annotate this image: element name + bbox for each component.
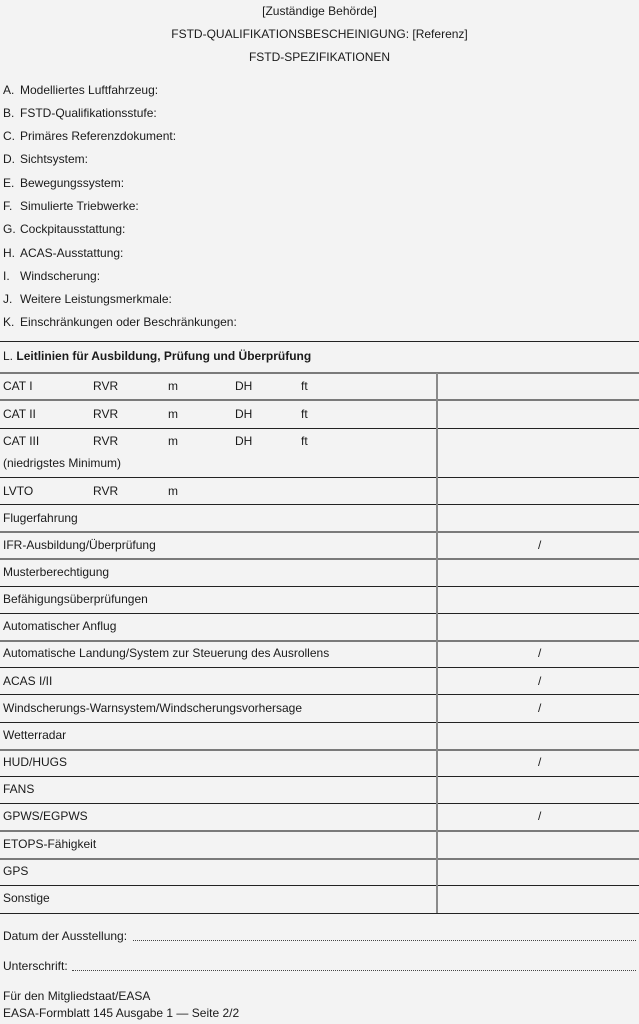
- training-value: /: [538, 809, 542, 823]
- signature-label: Unterschrift:: [3, 959, 68, 973]
- spec-label: FSTD-Qualifikationsstufe:: [20, 106, 157, 120]
- section-title-text: Leitlinien für Ausbildung, Prüfung und Überprüfung: [16, 349, 312, 363]
- spec-letter: A.: [3, 83, 15, 97]
- table-rule: [0, 913, 639, 914]
- authority-label: [Zuständige Behörde]: [262, 4, 377, 18]
- ft-unit: ft: [301, 434, 308, 448]
- ft-unit: ft: [301, 407, 308, 421]
- spec-label: Primäres Referenzdokument:: [20, 129, 177, 143]
- table-rule: [0, 504, 639, 505]
- rvr-label: RVR: [93, 379, 119, 393]
- section-divider: [0, 341, 639, 342]
- spec-label: Windscherung:: [20, 269, 101, 283]
- training-label: Wetterradar: [3, 728, 67, 742]
- table-rule: [0, 477, 639, 478]
- minima-label: CAT I: [3, 379, 33, 393]
- date-field[interactable]: [0, 926, 639, 946]
- section-l-title: [3, 346, 311, 366]
- spec-label: Sichtsystem:: [20, 152, 89, 166]
- spec-label: ACAS-Ausstattung:: [20, 246, 124, 260]
- table-rule: [0, 586, 639, 587]
- m-unit: m: [168, 484, 178, 498]
- table-rule: [0, 885, 639, 886]
- spec-letter: K.: [3, 315, 15, 329]
- spec-item-k: [3, 312, 237, 332]
- spec-letter: G.: [3, 222, 16, 236]
- training-value: /: [538, 646, 542, 660]
- table-rule: [0, 558, 639, 560]
- date-label: Datum der Ausstellung:: [3, 929, 128, 943]
- spec-label: Bewegungssystem:: [20, 176, 125, 190]
- table-rule: [0, 428, 639, 429]
- spec-item-d: [3, 149, 88, 169]
- spec-letter: I.: [3, 269, 10, 283]
- spec-item-c: [3, 126, 176, 146]
- spec-letter: C.: [3, 129, 15, 143]
- training-label: GPS: [3, 864, 29, 878]
- spec-title: FSTD-SPEZIFIKATIONEN: [248, 50, 391, 64]
- spec-item-e: [3, 173, 124, 193]
- spec-letter: D.: [3, 152, 15, 166]
- section-letter: L.: [3, 349, 14, 363]
- dh-label: DH: [235, 379, 253, 393]
- dh-label: DH: [235, 407, 253, 421]
- training-label: IFR-Ausbildung/Überprüfung: [3, 538, 156, 552]
- spec-letter: B.: [3, 106, 15, 120]
- m-unit: m: [168, 407, 178, 421]
- training-label: GPWS/EGPWS: [3, 809, 88, 823]
- rvr-label: RVR: [93, 407, 119, 421]
- training-label: Windscherungs-Warnsystem/Windscherungsvorhersage: [3, 701, 303, 715]
- table-rule: [0, 722, 639, 723]
- date-dotted-line[interactable]: [133, 940, 636, 941]
- signature-field[interactable]: [0, 956, 639, 976]
- dh-label: DH: [235, 434, 253, 448]
- rvr-label: RVR: [93, 434, 119, 448]
- training-label: FANS: [3, 782, 35, 796]
- spec-label: Einschränkungen oder Beschränkungen:: [20, 315, 237, 329]
- m-unit: m: [168, 379, 178, 393]
- spec-item-f: [3, 196, 139, 216]
- column-divider: [436, 373, 438, 913]
- issuer-label: Für den Mitgliedstaat/EASA: [3, 989, 151, 1003]
- training-label: ETOPS-Fähigkeit: [3, 837, 97, 851]
- m-unit: m: [168, 434, 178, 448]
- minima-label: LVTO: [3, 484, 34, 498]
- training-value: /: [538, 674, 542, 688]
- training-label: ACAS I/II: [3, 674, 53, 688]
- table-rule: [0, 694, 639, 695]
- table-rule: [0, 749, 639, 751]
- spec-label: Simulierte Triebwerke:: [20, 199, 139, 213]
- spec-letter: F.: [3, 199, 13, 213]
- training-value: /: [538, 755, 542, 769]
- training-label: Automatischer Anflug: [3, 619, 117, 633]
- table-rule: [0, 399, 639, 401]
- table-rule: [0, 667, 639, 668]
- training-value: /: [538, 701, 542, 715]
- minima-label: CAT II: [3, 407, 36, 421]
- table-rule: [0, 776, 639, 777]
- table-rule: [0, 830, 639, 832]
- spec-letter: J.: [3, 292, 13, 306]
- form-id-label: EASA-Formblatt 145 Ausgabe 1 — Seite 2/2: [3, 1006, 240, 1020]
- training-label: Sonstige: [3, 891, 50, 905]
- spec-item-a: [3, 80, 158, 100]
- rvr-label: RVR: [93, 484, 119, 498]
- spec-label: Weitere Leistungsmerkmale:: [20, 292, 172, 306]
- minima-label: CAT III: [3, 434, 40, 448]
- spec-letter: H.: [3, 246, 15, 260]
- table-rule: [0, 640, 639, 642]
- spec-label: Modelliertes Luftfahrzeug:: [20, 83, 159, 97]
- ft-unit: ft: [301, 379, 308, 393]
- training-label: Automatische Landung/System zur Steuerung des Ausrollens: [3, 646, 330, 660]
- training-label: Flugerfahrung: [3, 511, 78, 525]
- table-rule: [0, 613, 639, 614]
- table-rule: [0, 531, 639, 533]
- training-label: HUD/HUGS: [3, 755, 68, 769]
- spec-item-j: [3, 289, 172, 309]
- spec-item-h: [3, 243, 123, 263]
- spec-item-b: [3, 103, 157, 123]
- table-rule: [0, 372, 639, 374]
- signature-dotted-line[interactable]: [72, 970, 636, 971]
- spec-label: Cockpitausstattung:: [20, 222, 126, 236]
- training-label: Befähigungsüberprüfungen: [3, 592, 148, 606]
- training-value: /: [538, 538, 542, 552]
- table-rule: [0, 803, 639, 804]
- table-rule: [0, 858, 639, 860]
- spec-letter: E.: [3, 176, 15, 190]
- spec-item-g: [3, 219, 125, 239]
- certificate-title: FSTD-QUALIFIKATIONSBESCHEINIGUNG: [Referenz]: [171, 27, 468, 41]
- minima-note: (niedrigstes Minimum): [3, 456, 122, 470]
- spec-item-i: [3, 266, 100, 286]
- training-label: Musterberechtigung: [3, 565, 110, 579]
